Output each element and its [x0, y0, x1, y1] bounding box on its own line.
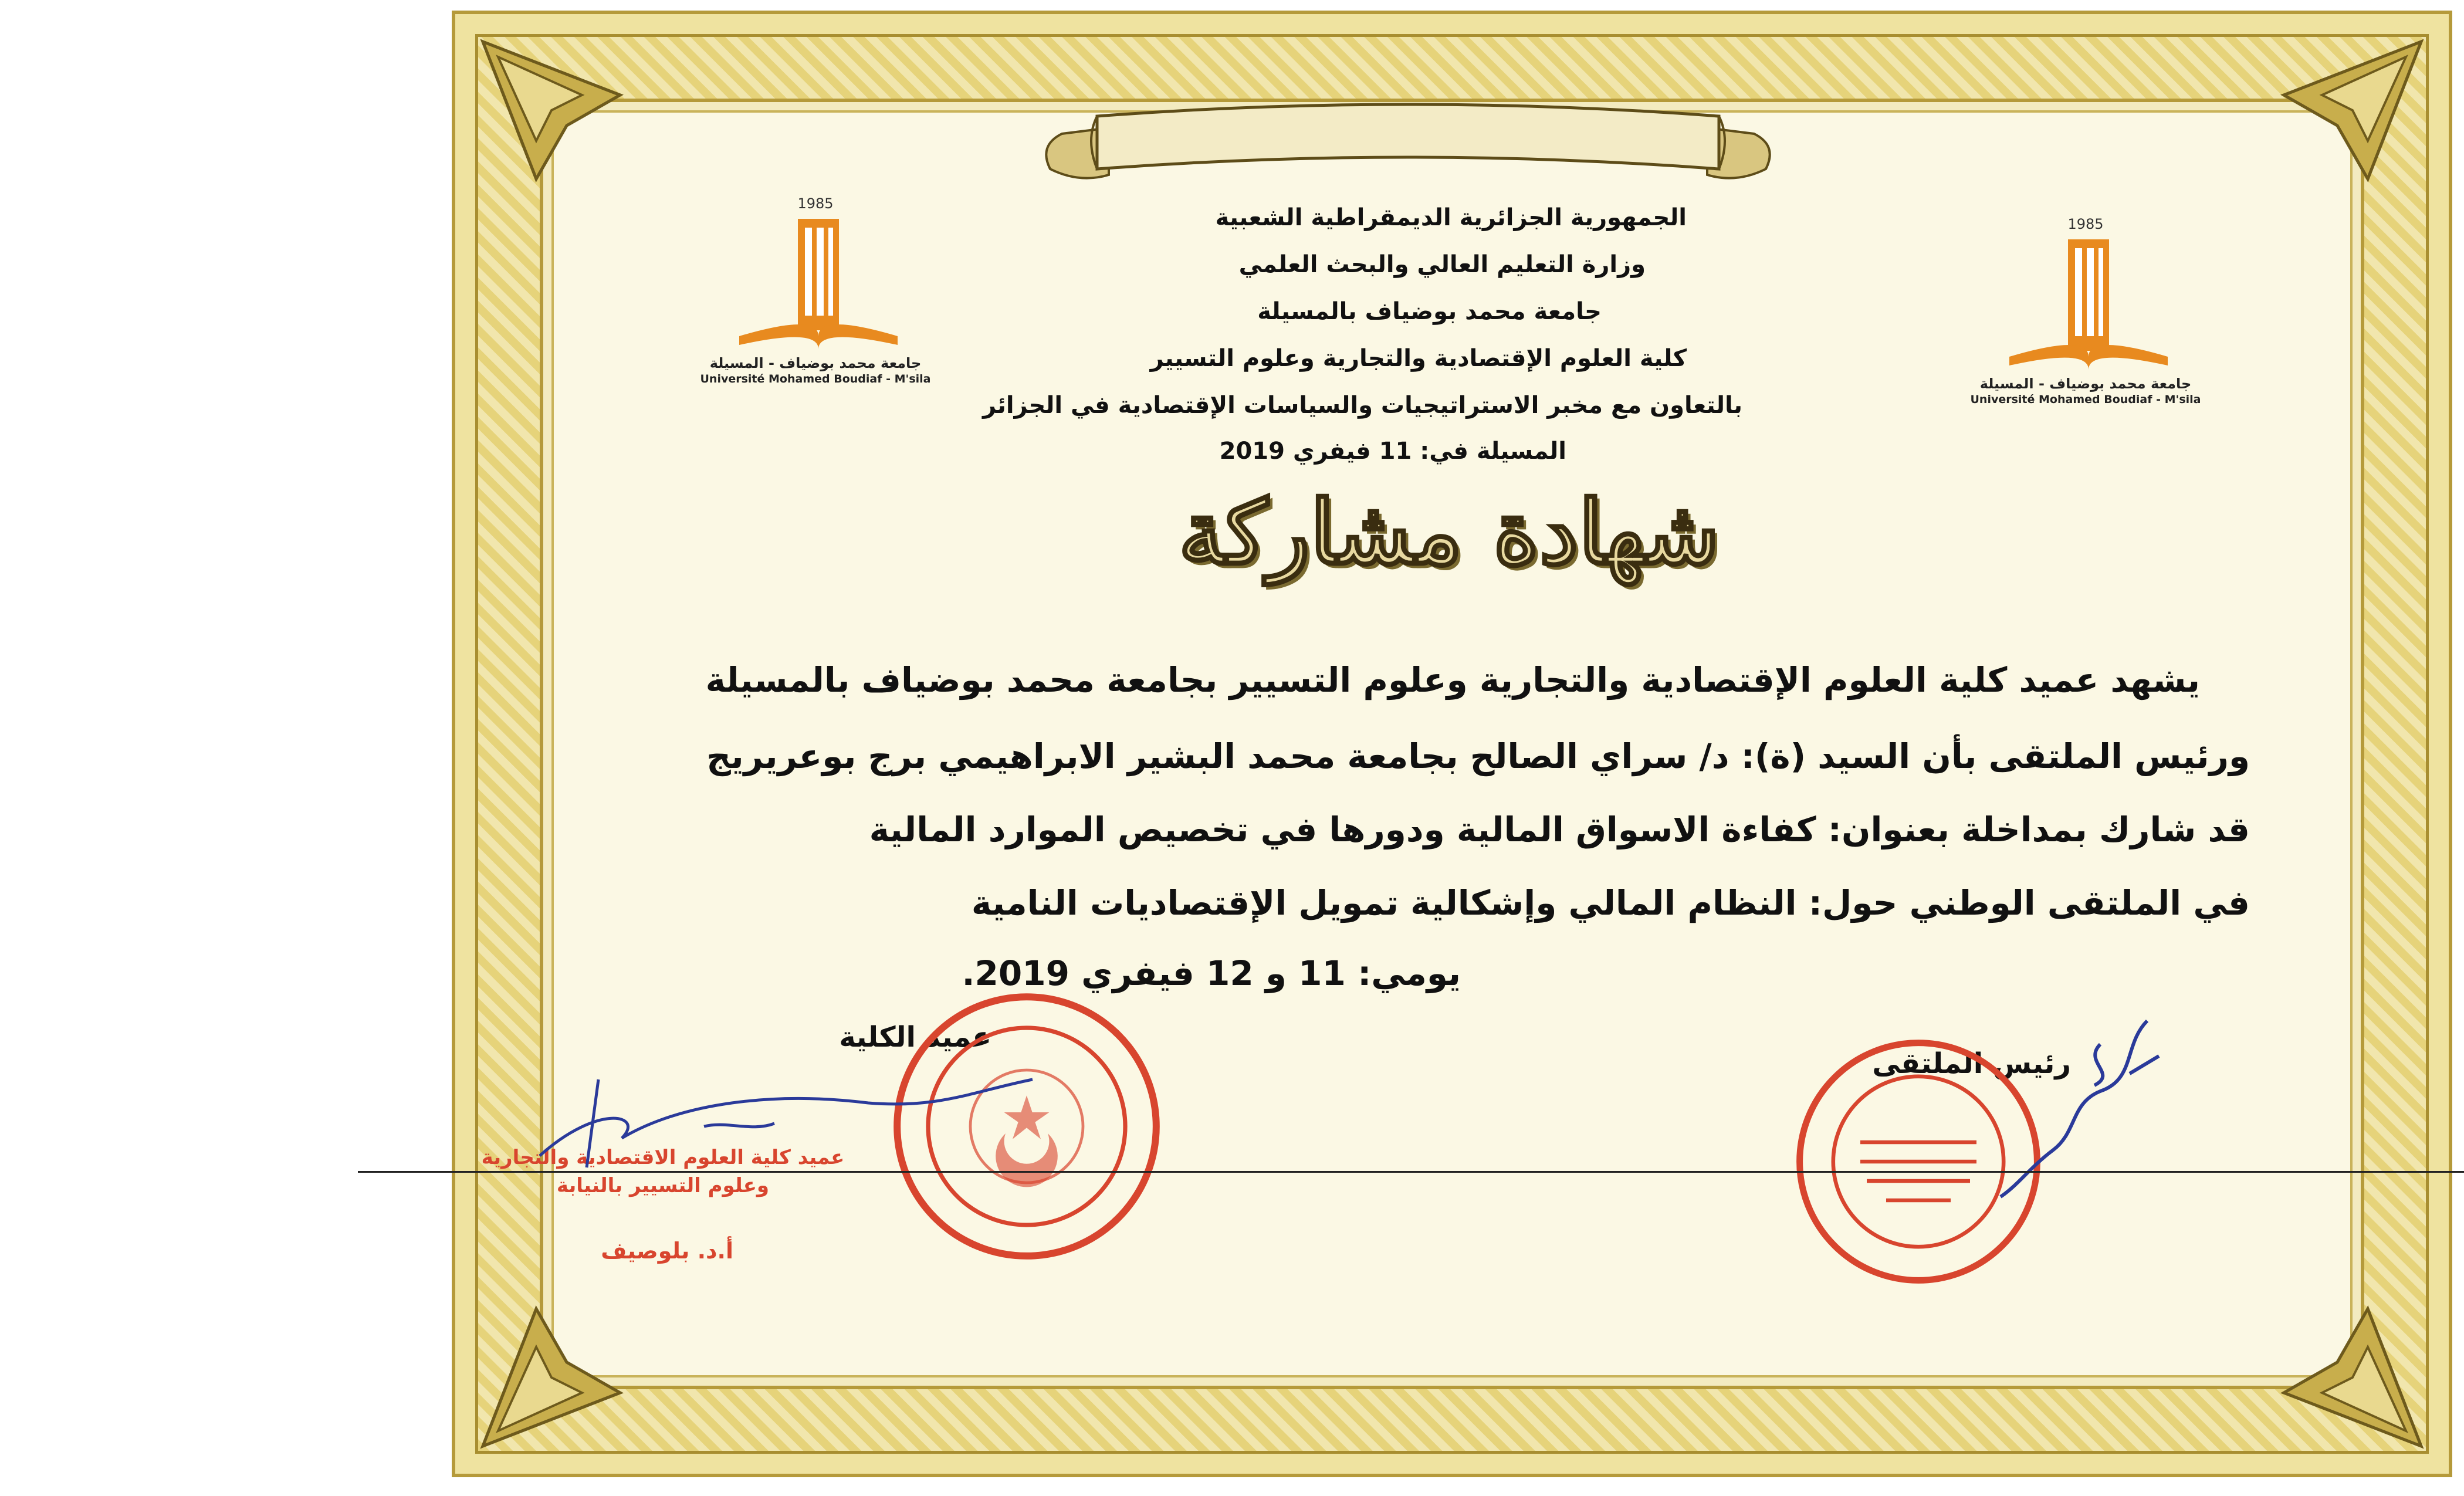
- dean-stamp-text: عميد كلية العلوم الاقتصادية والتجارية وعلوم التسيير بالنيابة: [481, 1146, 845, 1197]
- header-collaboration: بالتعاون مع مخبر الاستراتيجيات والسياسات الإقتصادية في الجزائر: [983, 392, 1742, 419]
- body-line-2: ورئيس الملتقى بأن السيد (ة): د/ سراي الصالح بجامعة محمد البشير الابراهيمي برج بوعريريج: [706, 736, 2250, 776]
- chair-label: رئيس الملتقى: [1872, 1047, 2071, 1080]
- logo-caption-ar: جامعة محمد بوضياف - المسيلة: [709, 355, 922, 371]
- logo-caption-fr: Université Mohamed Boudiaf - M'sila: [700, 373, 931, 385]
- dean-name: أ.د. بلوصيف: [601, 1238, 733, 1264]
- body-line-3: قد شارك بمداخلة بعنوان: كفاءة الاسواق المالية ودورها في تخصيص الموارد المالية: [869, 810, 2250, 849]
- header-ministry: وزارة التعليم العالي والبحث العلمي: [1238, 251, 1646, 278]
- dean-signature-icon: [528, 1068, 1056, 1185]
- corner-ornament-icon: [2276, 1301, 2429, 1454]
- dean-label: عميد الكلية: [839, 1021, 991, 1054]
- corner-ornament-icon: [475, 1301, 628, 1454]
- chair-signature-icon: [1983, 1009, 2182, 1209]
- scan-line: [358, 1171, 2464, 1173]
- body-line-1: يشهد عميد كلية العلوم الإقتصادية والتجارية وعلوم التسيير بجامعة محمد بوضياف بالمسيلة: [705, 660, 2200, 700]
- corner-ornament-icon: [2276, 34, 2429, 187]
- header-place-date: المسيلة في: 11 فيفري 2019: [1219, 438, 1566, 465]
- university-logo-left: [692, 195, 939, 389]
- corner-ornament-icon: [475, 34, 628, 187]
- header-faculty: كلية العلوم الإقتصادية والتجارية وعلوم التسيير: [1150, 345, 1687, 372]
- header-university: جامعة محمد بوضياف بالمسيلة: [1257, 298, 1602, 325]
- header-republic: الجمهورية الجزائرية الديمقراطية الشعبية: [1215, 204, 1687, 231]
- logo-year: 1985: [797, 195, 834, 212]
- body-line-4: في الملتقى الوطني حول: النظام المالي وإشكالية تمويل الإقتصاديات النامية: [971, 883, 2250, 923]
- logo-year: 1985: [2067, 216, 2104, 232]
- body-line-5: يومي: 11 و 12 فيفري 2019.: [962, 953, 1461, 993]
- scroll-ribbon-icon: [1027, 81, 1789, 204]
- logo-caption-ar: جامعة محمد بوضياف - المسيلة: [1979, 375, 2192, 392]
- university-logo-right: [1962, 216, 2209, 409]
- logo-caption-fr: Université Mohamed Boudiaf - M'sila: [1970, 393, 2201, 406]
- certificate-title: شهادة مشاركة: [1178, 481, 1720, 584]
